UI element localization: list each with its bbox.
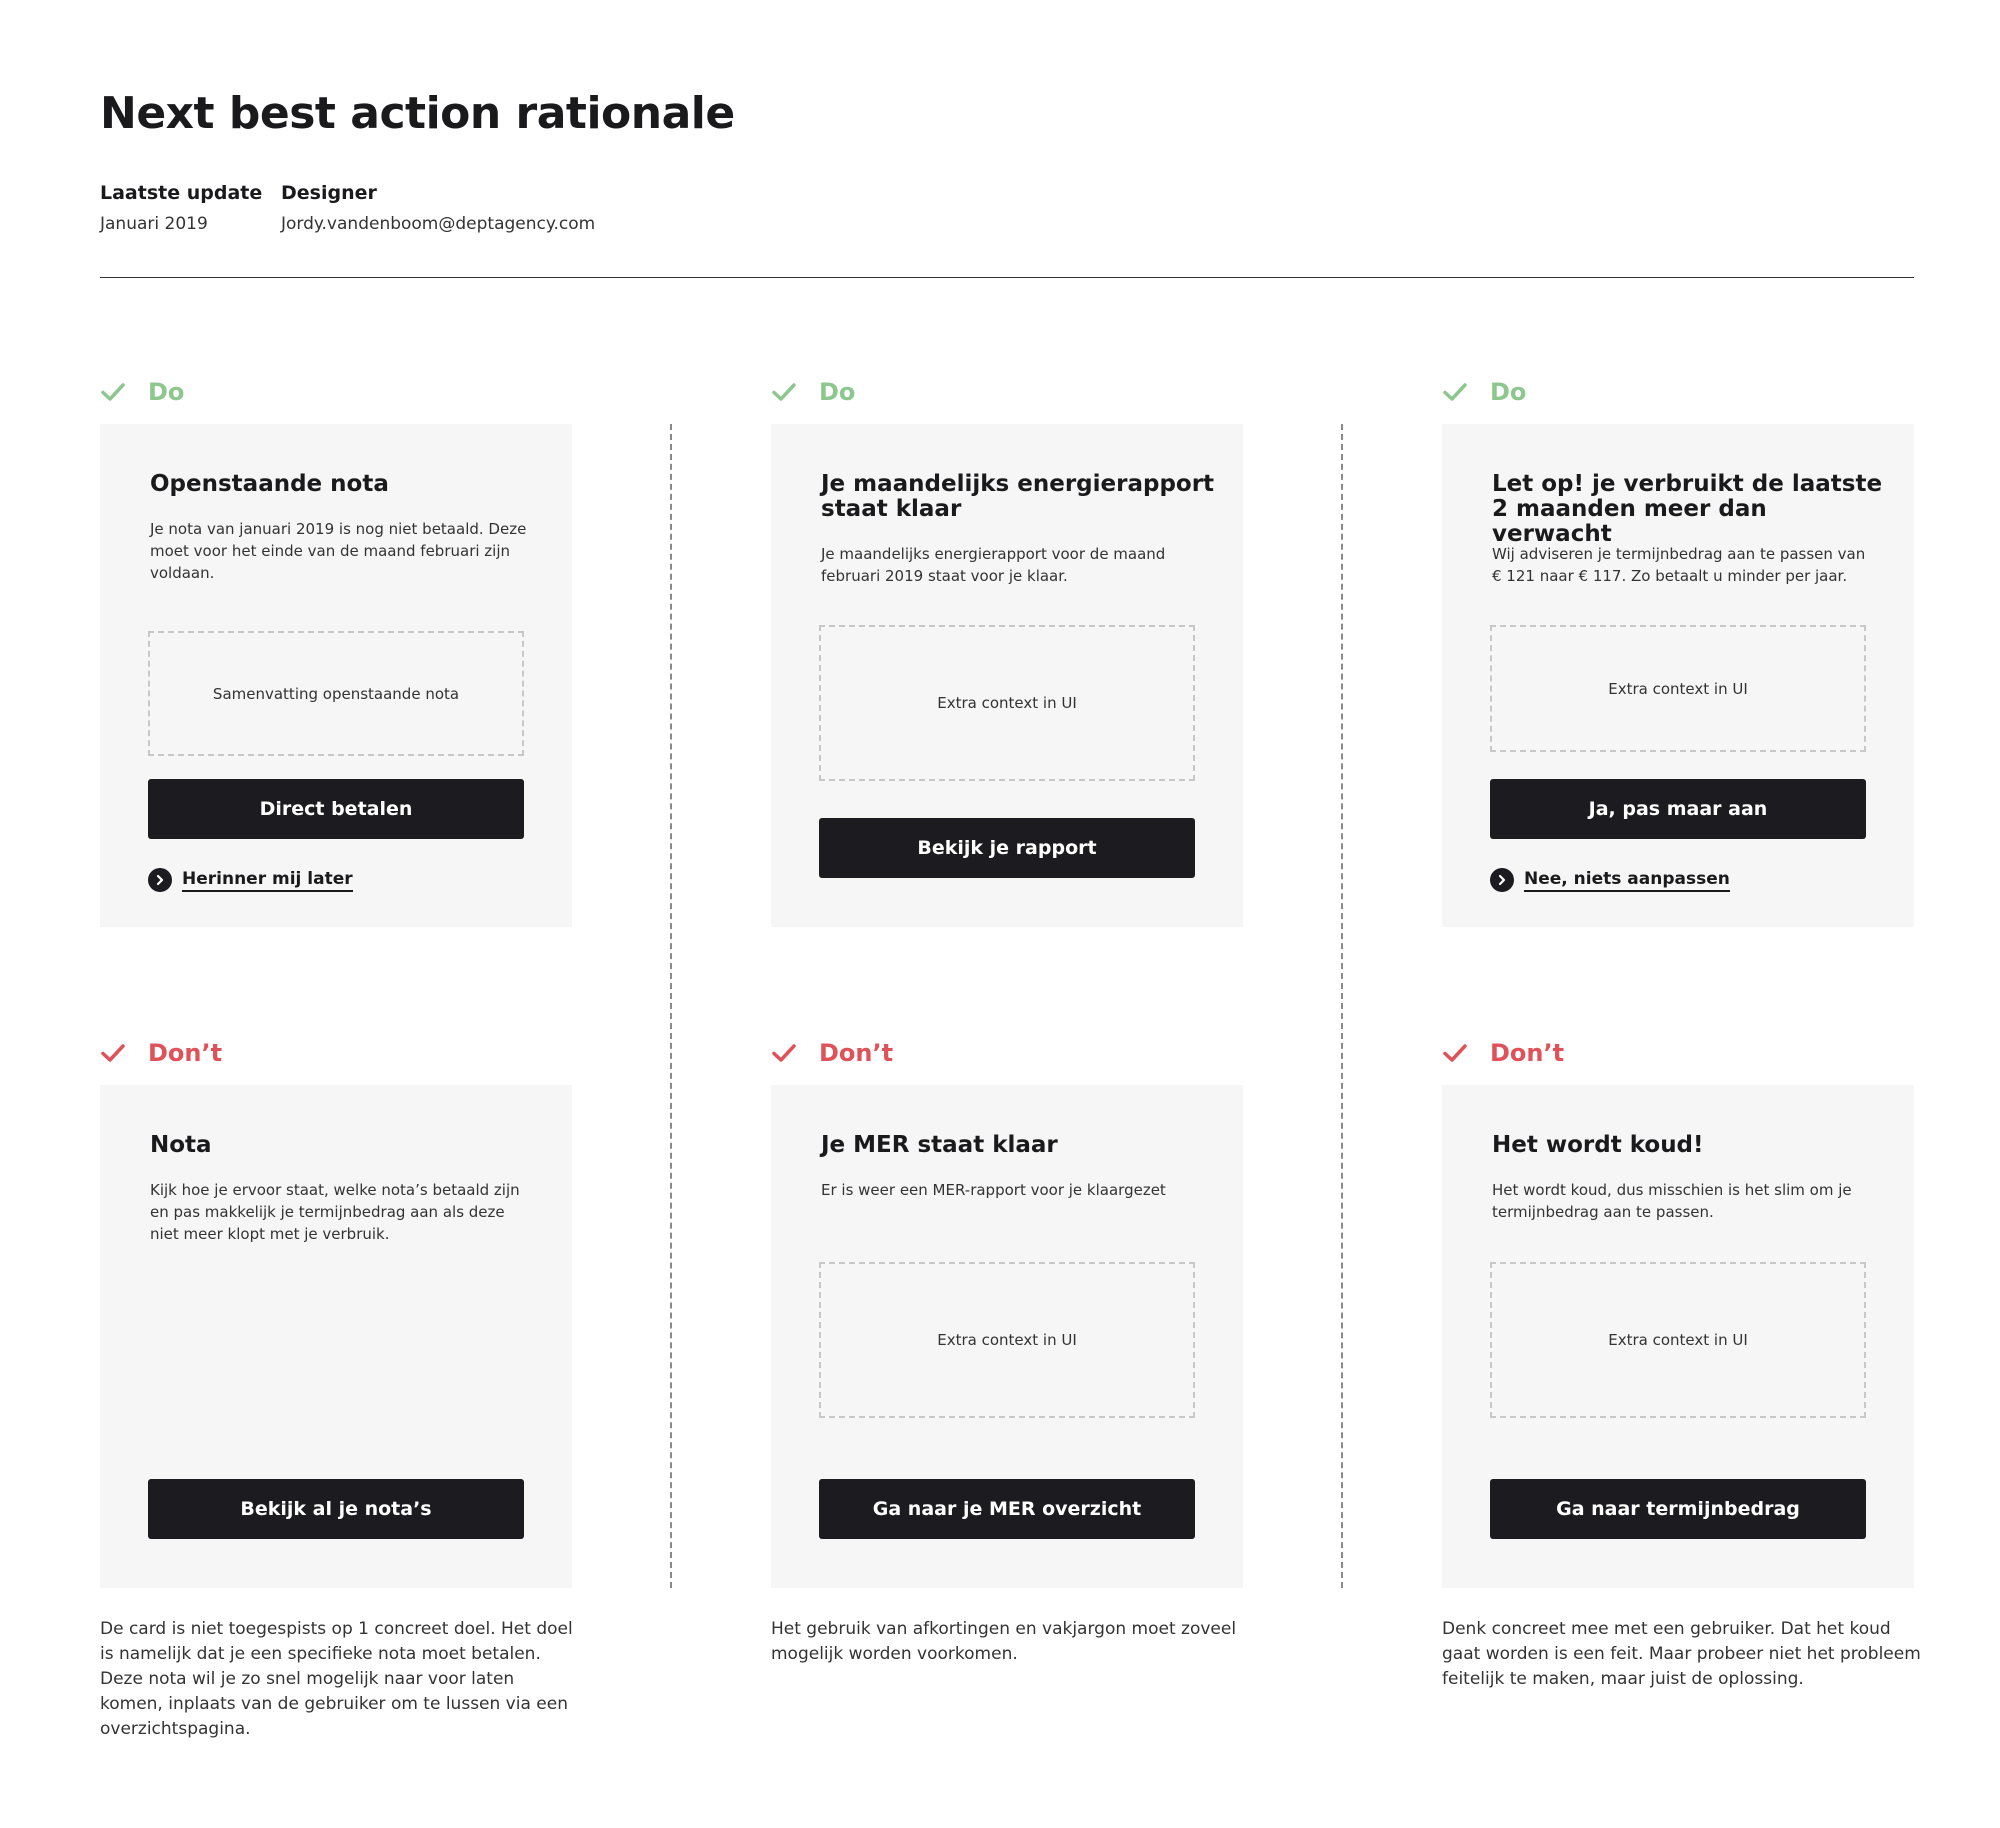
- direct-betalen-button[interactable]: Direct betalen: [148, 779, 524, 839]
- dont-label: [771, 1037, 893, 1069]
- context-label: Extra context in UI: [937, 694, 1077, 712]
- herinner-mij-later-link[interactable]: [148, 866, 353, 894]
- context-label: Extra context in UI: [1608, 679, 1748, 698]
- card-description: Er is weer een MER-rapport voor je klaargezet: [821, 1181, 1166, 1199]
- do-card: [100, 424, 572, 927]
- ja-pas-maar-aan-button[interactable]: Ja, pas maar aan: [1490, 779, 1866, 839]
- card-title: Je maandelijks energierapport staat klaar: [821, 471, 1215, 522]
- bekijk-al-je-notas-button[interactable]: Bekijk al je nota’s: [148, 1479, 524, 1539]
- card-description: Het wordt koud, dus misschien is het slim om je termijnbedrag aan te passen.: [1492, 1181, 1852, 1221]
- dont-card: [100, 1085, 572, 1588]
- checkmark-icon: [1442, 1040, 1468, 1066]
- checkmark-icon: [771, 1040, 797, 1066]
- do-card: [771, 424, 1243, 927]
- checkmark-icon: [1442, 379, 1468, 405]
- context-placeholder: [1490, 1262, 1866, 1418]
- rationale-note: Het gebruik van afkortingen en vakjargon moet zoveel mogelijk worden voorkomen.: [771, 1619, 1237, 1664]
- dont-text: Don’t: [819, 1039, 894, 1067]
- dont-label: [1442, 1037, 1564, 1069]
- meta-label: Laatste update: [100, 182, 263, 204]
- card-title: Let op! je verbruikt de laatste 2 maanden meer dan verwacht: [1492, 471, 1883, 547]
- card-title: Het wordt koud!: [1492, 1132, 1704, 1158]
- card-description: Kijk hoe je ervoor staat, welke nota’s betaald zijn en pas makkelijk je termijnbedrag aan als deze niet meer klopt met je verbruik.: [150, 1181, 520, 1243]
- context-label: Extra context in UI: [1608, 1331, 1748, 1349]
- chevron-right-circle-icon: [1490, 868, 1514, 892]
- meta-last-update: [100, 182, 262, 234]
- context-placeholder: [819, 1262, 1195, 1418]
- context-label: Samenvatting openstaande nota: [212, 684, 460, 703]
- ga-naar-je-mer-overzicht-button[interactable]: Ga naar je MER overzicht: [819, 1479, 1195, 1539]
- dont-card: [1442, 1085, 1914, 1588]
- header-divider: [100, 277, 1914, 278]
- meta-value: Januari 2019: [100, 214, 208, 234]
- card-title: Je MER staat klaar: [821, 1132, 1058, 1158]
- do-label: [771, 376, 855, 408]
- dont-label: [100, 1037, 222, 1069]
- bekijk-je-rapport-button[interactable]: Bekijk je rapport: [819, 818, 1195, 878]
- do-text: Do: [1490, 378, 1527, 406]
- context-placeholder: [148, 631, 524, 756]
- chevron-right-circle-icon: [148, 868, 172, 892]
- context-placeholder: [1490, 625, 1866, 752]
- do-label: [100, 376, 184, 408]
- card-description: Wij adviseren je termijnbedrag aan te passen van € 121 naar € 117. Zo betaalt u minder per jaar.: [1492, 545, 1866, 585]
- rationale-note: Denk concreet mee met een gebruiker. Dat het koud gaat worden is een feit. Maar probeer niet het probleem feitelijk te maken, maar juist de oplossing.: [1442, 1619, 1921, 1689]
- page-title: Next best action rationale: [100, 88, 735, 139]
- card-description: Je nota van januari 2019 is nog niet betaald. Deze moet voor het einde van de maand februari zijn voldaan.: [150, 520, 527, 582]
- checkmark-icon: [771, 379, 797, 405]
- link-label: Herinner mij later: [182, 869, 353, 892]
- link-label: Nee, niets aanpassen: [1524, 869, 1730, 892]
- do-text: Do: [148, 378, 185, 406]
- meta-value: Jordy.vandenboom@deptagency.com: [281, 214, 596, 234]
- card-title: Nota: [150, 1132, 212, 1158]
- checkmark-icon: [100, 1040, 126, 1066]
- context-placeholder: [819, 625, 1195, 781]
- do-text: Do: [819, 378, 856, 406]
- checkmark-icon: [100, 379, 126, 405]
- context-label: Extra context in UI: [937, 1331, 1077, 1349]
- do-label: [1442, 376, 1526, 408]
- rationale-note: De card is niet toegespists op 1 concreet doel. Het doel is namelijk dat je een specifieke nota moet betalen. Deze nota wil je zo snel mogelijk naar voor laten komen, inplaats van de gebruiker om te lussen via een overzichtspagina.: [100, 1619, 573, 1739]
- column-divider: [1341, 424, 1343, 1588]
- ga-naar-termijnbedrag-button[interactable]: Ga naar termijnbedrag: [1490, 1479, 1866, 1539]
- meta-designer: [281, 182, 595, 234]
- dont-text: Don’t: [148, 1039, 223, 1067]
- column-divider: [670, 424, 672, 1588]
- card-title: Openstaande nota: [150, 471, 389, 497]
- dont-text: Don’t: [1490, 1039, 1565, 1067]
- meta-label: Designer: [281, 182, 377, 204]
- card-description: Je maandelijks energierapport voor de maand februari 2019 staat voor je klaar.: [821, 545, 1166, 585]
- do-card: [1442, 424, 1914, 927]
- nee-niets-aanpassen-link[interactable]: [1490, 866, 1730, 894]
- dont-card: [771, 1085, 1243, 1588]
